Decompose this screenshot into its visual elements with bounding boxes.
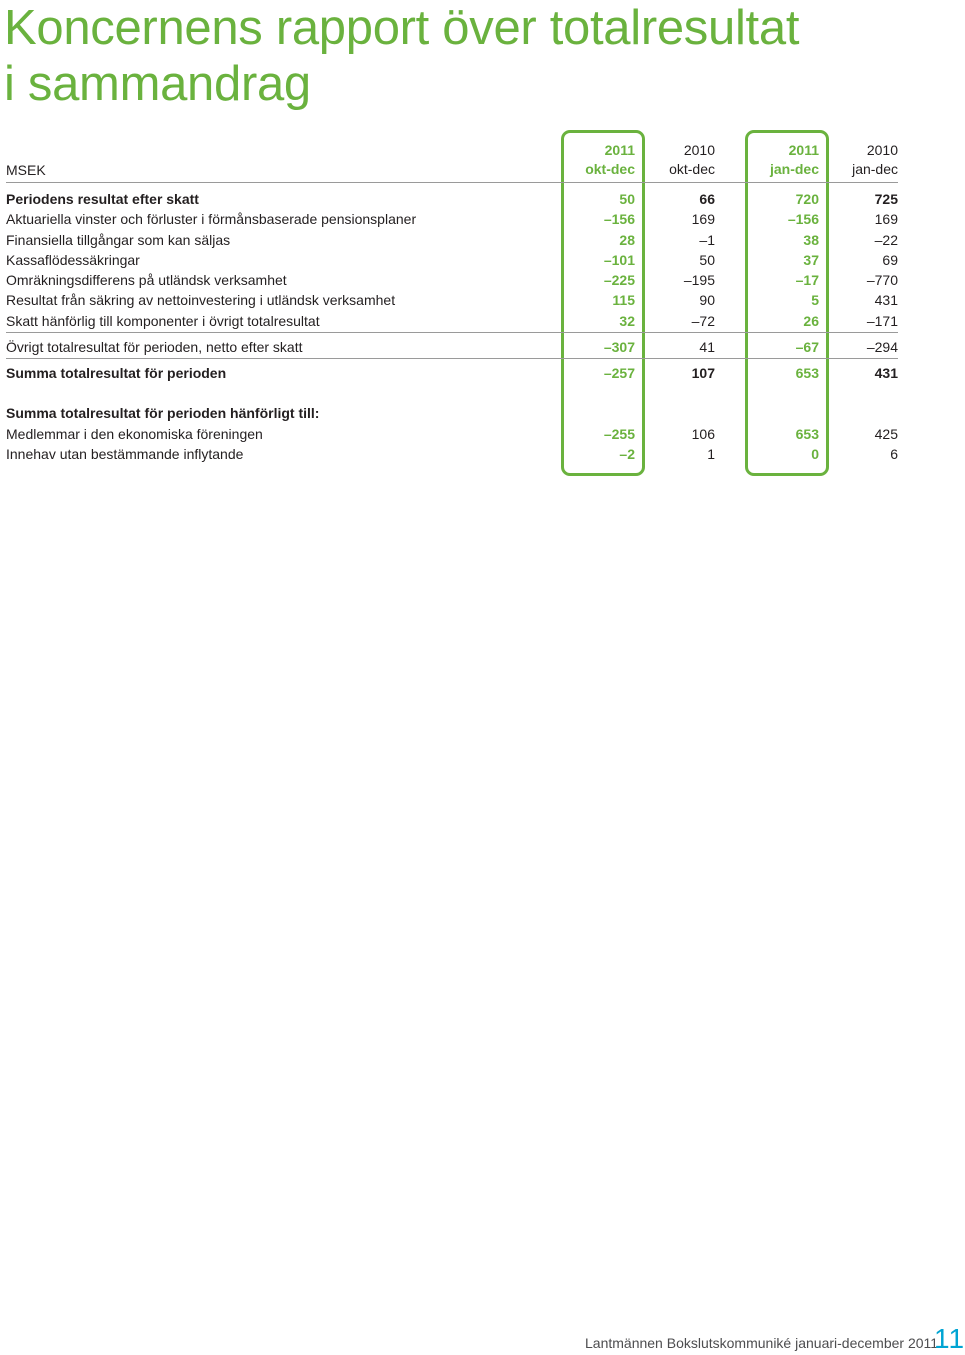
row-label: Periodens resultat efter skatt bbox=[6, 191, 199, 207]
header-period-row bbox=[6, 160, 898, 180]
cell-2010-okt-dec: –72 bbox=[691, 313, 715, 329]
cell-2010-jan-dec: 69 bbox=[882, 252, 898, 268]
total-divider bbox=[6, 358, 898, 359]
table-row bbox=[6, 290, 898, 310]
page-title-line1: Koncernens rapport över totalresultat bbox=[4, 1, 800, 55]
row-label: Innehav utan bestämmande inflytande bbox=[6, 446, 244, 462]
row-label: Resultat från säkring av nettoinvestering i utländsk verksamhet bbox=[6, 292, 396, 308]
col2-period: okt-dec bbox=[669, 161, 715, 177]
row-label: Medlemmar i den ekonomiska föreningen bbox=[6, 426, 263, 442]
table-row bbox=[6, 337, 898, 357]
header-divider bbox=[6, 182, 898, 183]
row-label: Aktuariella vinster och förluster i förmånsbaserade pensionsplaner bbox=[6, 211, 417, 227]
page-title-line2: i sammandrag bbox=[4, 57, 311, 111]
cell-2011-jan-dec: –67 bbox=[795, 339, 819, 355]
cell-2011-jan-dec: 38 bbox=[803, 232, 819, 248]
attribution-heading: Summa totalresultat för perioden hänförligt till: bbox=[6, 405, 320, 421]
cell-2011-okt-dec: –2 bbox=[619, 446, 635, 462]
attribution-heading-row bbox=[6, 403, 898, 423]
row-label: Skatt hänförlig till komponenter i övrigt totalresultat bbox=[6, 313, 320, 329]
row-label: Omräkningsdifferens på utländsk verksamhet bbox=[6, 272, 287, 288]
table-row bbox=[6, 270, 898, 290]
cell-2011-okt-dec: 28 bbox=[619, 232, 635, 248]
col4-year: 2010 bbox=[866, 142, 898, 158]
cell-2011-okt-dec: –257 bbox=[603, 365, 635, 381]
cell-2010-jan-dec: –22 bbox=[874, 232, 898, 248]
page-number: 11 bbox=[934, 1323, 965, 1354]
cell-2011-jan-dec: 653 bbox=[795, 426, 819, 442]
unit-label: MSEK bbox=[6, 162, 46, 178]
cell-2010-okt-dec: 1 bbox=[707, 446, 715, 462]
cell-2011-jan-dec: 720 bbox=[795, 191, 819, 207]
cell-2011-okt-dec: –225 bbox=[603, 272, 635, 288]
cell-2011-jan-dec: –156 bbox=[787, 211, 819, 227]
cell-2010-jan-dec: –294 bbox=[866, 339, 898, 355]
cell-2011-okt-dec: 50 bbox=[619, 191, 635, 207]
cell-2010-okt-dec: 106 bbox=[691, 426, 715, 442]
cell-2010-jan-dec: 425 bbox=[874, 426, 898, 442]
cell-2010-jan-dec: 431 bbox=[874, 292, 898, 308]
col2-year: 2010 bbox=[683, 142, 715, 158]
subtotal-divider bbox=[6, 332, 898, 333]
cell-2011-jan-dec: 653 bbox=[795, 365, 819, 381]
cell-2010-okt-dec: 66 bbox=[699, 191, 715, 207]
table-row bbox=[6, 230, 898, 250]
cell-2010-okt-dec: 90 bbox=[699, 292, 715, 308]
footer-text: Lantmännen Bokslutskommuniké januari-december 2011 bbox=[585, 1335, 939, 1351]
cell-2011-okt-dec: 32 bbox=[619, 313, 635, 329]
row-label: Kassaflödessäkringar bbox=[6, 252, 140, 268]
cell-2010-jan-dec: 725 bbox=[874, 191, 898, 207]
cell-2011-jan-dec: 0 bbox=[811, 446, 819, 462]
col3-period: jan-dec bbox=[769, 161, 819, 177]
cell-2010-okt-dec: 41 bbox=[699, 339, 715, 355]
col4-period: jan-dec bbox=[852, 161, 898, 177]
col1-year: 2011 bbox=[604, 142, 635, 158]
cell-2010-jan-dec: 169 bbox=[874, 211, 898, 227]
cell-2010-jan-dec: –171 bbox=[866, 313, 898, 329]
cell-2011-okt-dec: –307 bbox=[603, 339, 635, 355]
row-label: Finansiella tillgångar som kan säljas bbox=[6, 232, 231, 248]
cell-2011-jan-dec: –17 bbox=[795, 272, 819, 288]
cell-2010-jan-dec: –770 bbox=[866, 272, 898, 288]
cell-2010-okt-dec: 50 bbox=[699, 252, 715, 268]
cell-2011-okt-dec: –255 bbox=[603, 426, 635, 442]
table-row-total bbox=[6, 363, 898, 383]
cell-2010-jan-dec: 6 bbox=[890, 446, 898, 462]
cell-2010-okt-dec: –195 bbox=[683, 272, 715, 288]
cell-2011-okt-dec: –156 bbox=[603, 211, 635, 227]
header-year-row bbox=[6, 141, 898, 161]
cell-2010-jan-dec: 431 bbox=[874, 365, 898, 381]
page-title bbox=[4, 0, 954, 112]
table-row bbox=[6, 209, 898, 229]
row-label: Summa totalresultat för perioden bbox=[6, 365, 227, 381]
table-row bbox=[6, 189, 898, 209]
cell-2010-okt-dec: –1 bbox=[699, 232, 715, 248]
cell-2010-okt-dec: 107 bbox=[691, 365, 715, 381]
table-row bbox=[6, 250, 898, 270]
cell-2011-jan-dec: 26 bbox=[803, 313, 819, 329]
col1-period: okt-dec bbox=[585, 161, 635, 177]
cell-2011-okt-dec: –101 bbox=[603, 252, 635, 268]
table-row bbox=[6, 444, 898, 464]
cell-2011-okt-dec: 115 bbox=[612, 292, 635, 308]
col3-year: 2011 bbox=[788, 142, 819, 158]
table-row bbox=[6, 424, 898, 444]
row-label: Övrigt totalresultat för perioden, netto efter skatt bbox=[6, 339, 303, 355]
cell-2010-okt-dec: 169 bbox=[691, 211, 715, 227]
cell-2011-jan-dec: 5 bbox=[811, 292, 819, 308]
table-row bbox=[6, 311, 898, 331]
cell-2011-jan-dec: 37 bbox=[803, 252, 819, 268]
